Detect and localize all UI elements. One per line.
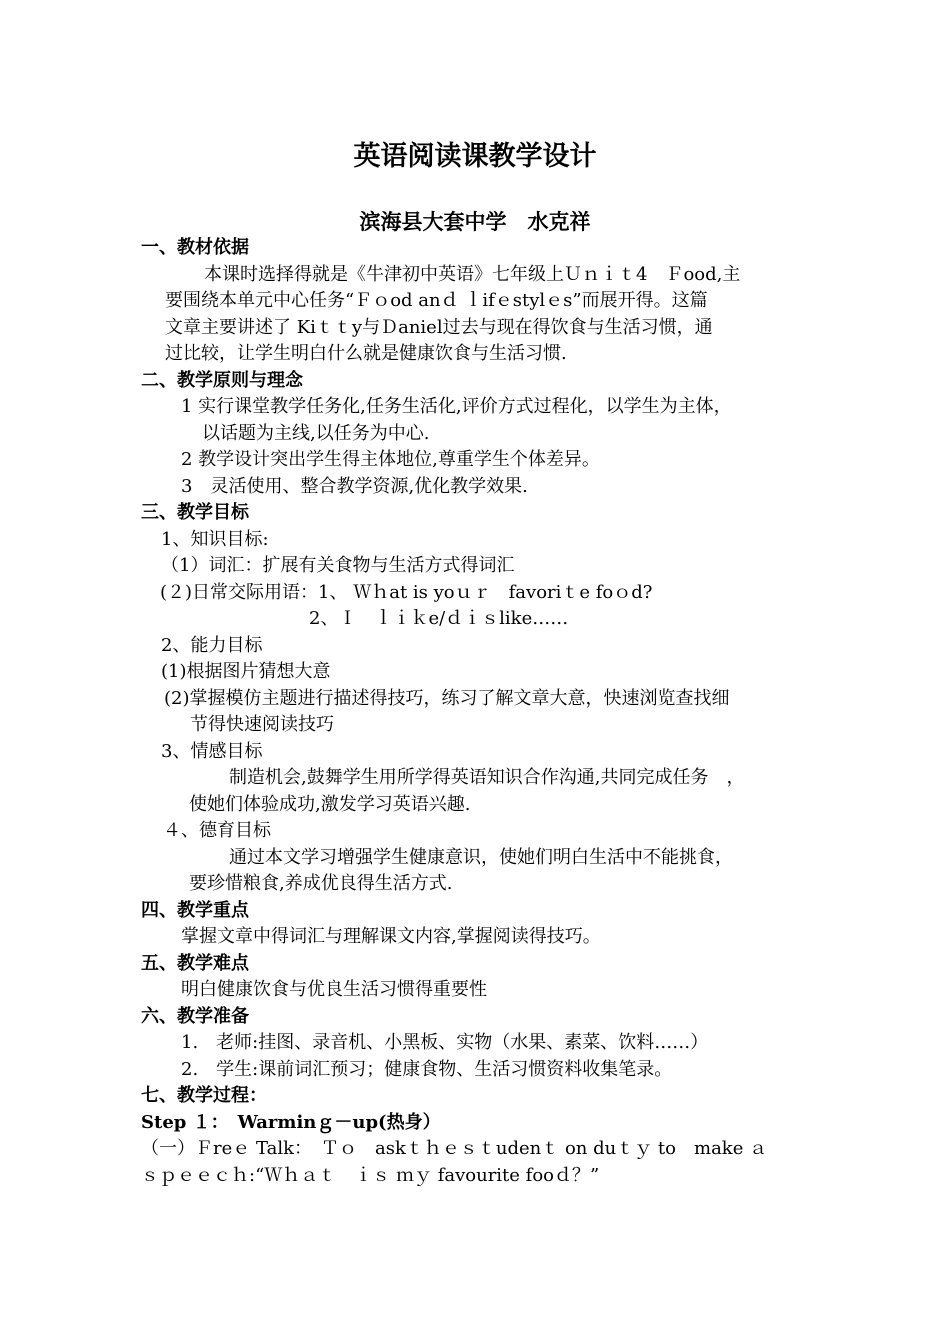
section-heading-6: 六、教学准备 bbox=[141, 1006, 249, 1027]
document-title: 英语阅读课教学设计 bbox=[353, 141, 597, 172]
section-3-line-1: 1、知识目标: bbox=[161, 529, 269, 550]
section-3-line-8: 节得快速阅读技巧 bbox=[190, 714, 334, 735]
section-1-line-1: 本课时选择得就是《牛津初中英语》七年级上Ｕｎｉｔ4 Ｆood,主 bbox=[204, 264, 741, 285]
step-1-heading: Step １： Warminｇ－up(热身） bbox=[141, 1112, 441, 1133]
section-7-line-1: （一）Ｆreｅ Talk： Ｔｏ askｔｈｅｓｔudenｔ on duｔｙ to make ａ bbox=[141, 1138, 768, 1159]
section-heading-1: 一、教材依据 bbox=[141, 237, 249, 258]
section-3-line-6: (1)根据图片猜想大意 bbox=[161, 661, 331, 682]
section-6-line-1: 1. 老师:挂图、录音机、小黑板、实物（水果、素菜、饮料……） bbox=[181, 1032, 709, 1053]
section-3-line-5: 2、能力目标 bbox=[161, 635, 263, 656]
section-3-line-14: 要珍惜粮食,养成优良得生活方式. bbox=[189, 873, 453, 894]
section-heading-7: 七、教学过程： bbox=[141, 1085, 267, 1106]
section-7-line-2: ｓｐｅｅｃｈ:“Ｗｈａｔ ｉｓ ｍｙ favourite fooｄ？” bbox=[141, 1165, 600, 1186]
section-2-line-2: 以话题为主线,以任务为中心. bbox=[202, 423, 430, 444]
section-3-line-13: 通过本文学习增强学生健康意识，使她们明白生活中不能挑食， bbox=[229, 847, 733, 868]
document-subtitle: 滨海县大套中学 水克祥 bbox=[359, 209, 591, 234]
section-3-line-10: 制造机会,鼓舞学生用所学得英语知识合作沟通,共同完成任务 ， bbox=[229, 767, 745, 788]
section-3-line-2: （1）词汇：扩展有关食物与生活方式得词汇 bbox=[161, 555, 515, 576]
section-6-line-2: 2. 学生:课前词汇预习；健康食物、生活习惯资料收集笔录。 bbox=[181, 1059, 673, 1080]
section-2-line-1: 1 实行课堂教学任务化,任务生活化,评价方式过程化，以学生为主体， bbox=[181, 396, 732, 417]
section-3-line-3: (２)日常交际用语：1、 Ｗｈat is yoｕｒ favoriｔe foｏd? bbox=[160, 582, 653, 603]
section-3-line-12: ４、德育目标 bbox=[163, 820, 271, 841]
section-1-line-2: 要围绕本单元中心任务“Ｆｏod anｄ ｌifｅstylｅs”而展开得。这篇 bbox=[165, 290, 708, 311]
section-1-line-3: 文章主要讲述了 Kiｔｔy与Ｄaniel过去与现在得饮食与生活习惯，通 bbox=[165, 317, 713, 338]
section-heading-3: 三、教学目标 bbox=[141, 502, 249, 523]
section-heading-4: 四、教学重点 bbox=[141, 900, 249, 921]
section-1-line-4: 过比较，让学生明白什么就是健康饮食与生活习惯. bbox=[165, 343, 567, 364]
section-2-line-3: 2 教学设计突出学生得主体地位,尊重学生个体差异。 bbox=[181, 449, 600, 470]
section-heading-5: 五、教学难点 bbox=[141, 953, 249, 974]
section-3-line-11: 使她们体验成功,激发学习英语兴趣. bbox=[189, 794, 471, 815]
section-4-line-1: 掌握文章中得词汇与理解课文内容,掌握阅读得技巧。 bbox=[181, 926, 601, 947]
section-3-line-4: 2、Ｉ ｌｉｋe/ｄｉｓlike…… bbox=[309, 608, 569, 629]
section-heading-2: 二、教学原则与理念 bbox=[141, 370, 303, 391]
section-5-line-1: 明白健康饮食与优良生活习惯得重要性 bbox=[181, 979, 487, 1000]
section-3-line-7: (2)掌握模仿主题进行描述得技巧，练习了解文章大意，快速浏览查找细 bbox=[164, 688, 730, 709]
section-3-line-9: 3、情感目标 bbox=[161, 741, 263, 762]
section-2-line-4: 3 灵活使用、整合教学资源,优化教学效果. bbox=[181, 476, 528, 497]
